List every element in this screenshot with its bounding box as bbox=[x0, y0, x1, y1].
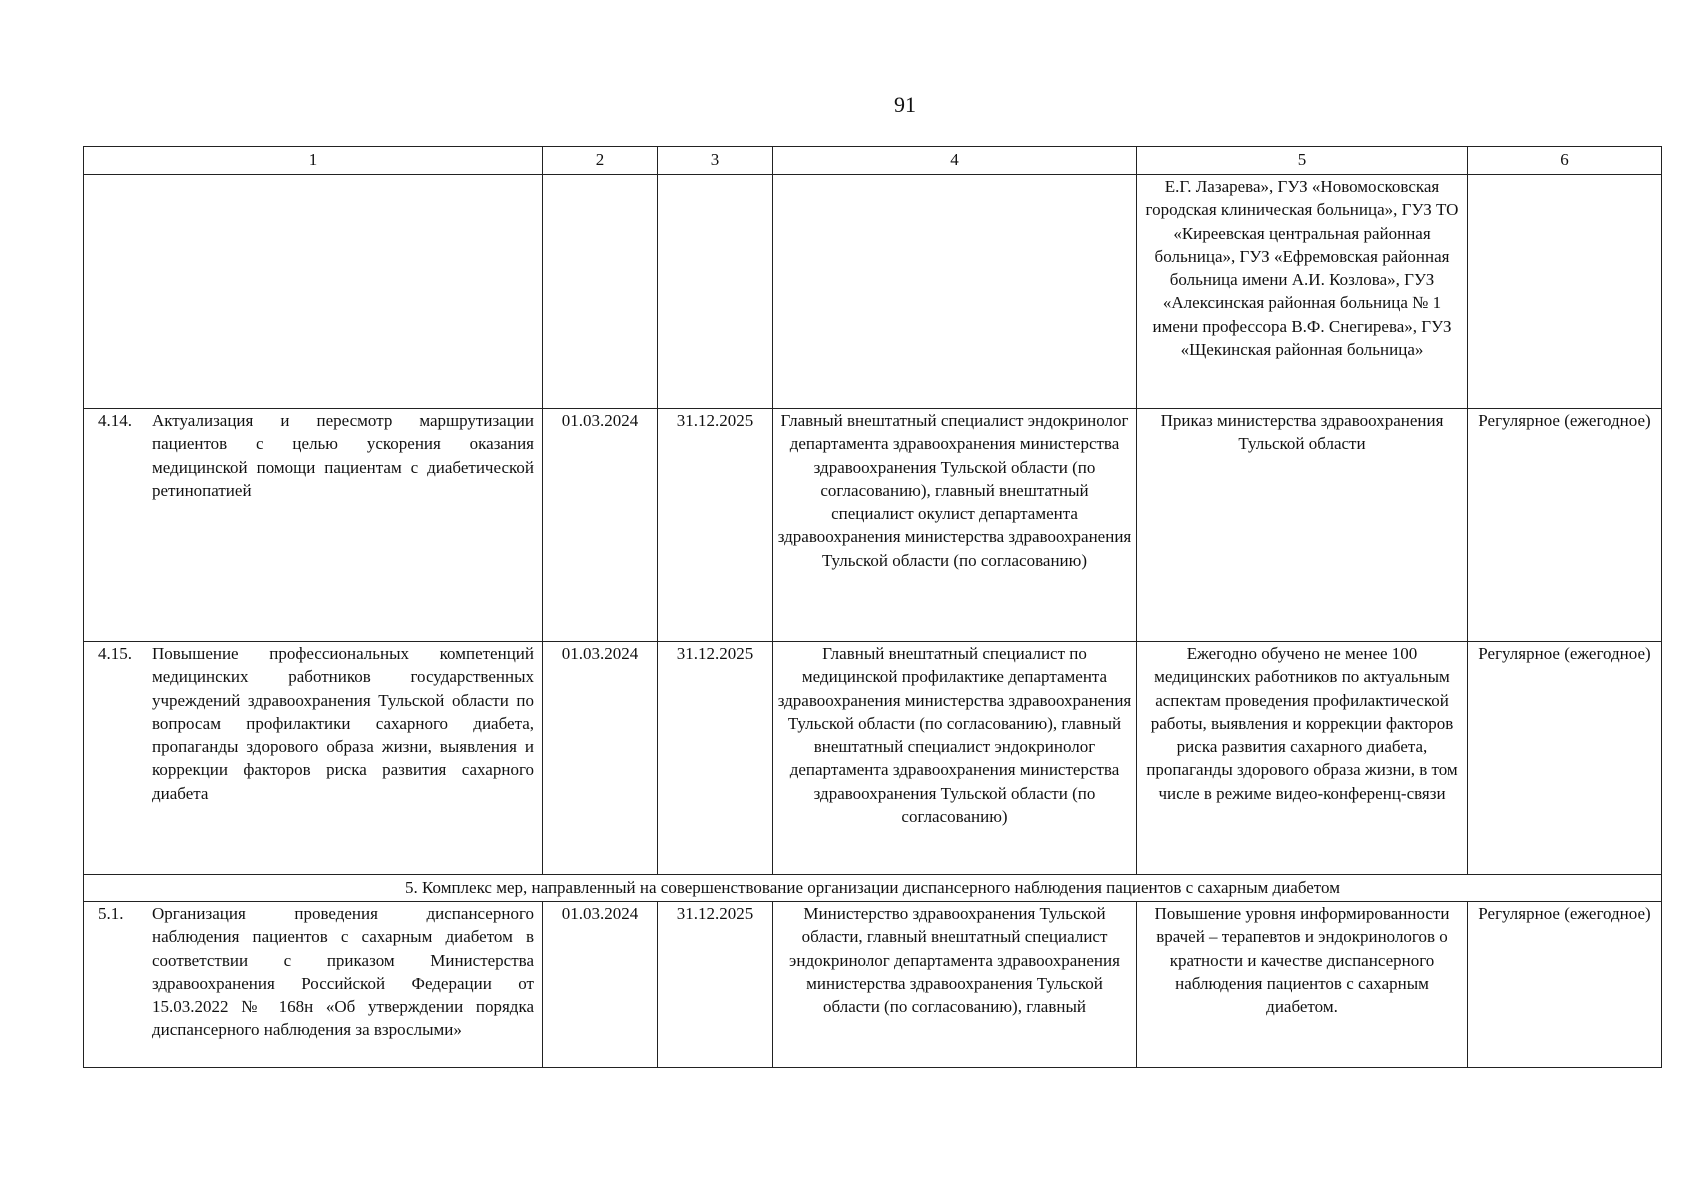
periodicity-cell: Регулярное (ежегодное) bbox=[1468, 409, 1662, 642]
name-cell: Повышение профессиональных компетенций медицинских работников государственных учреждений здравоохранения Тульской области по вопросам профилактики сахарного диабета, пропаганды здорового образа жизни, выявления и коррекции факторов риска развития сахарного диабета bbox=[152, 644, 534, 803]
row-number: 4.14. bbox=[98, 411, 132, 430]
responsible-cell bbox=[773, 175, 1137, 409]
column-header: 2 bbox=[543, 147, 658, 175]
result-cell: Приказ министерства здравоохранения Тульской области bbox=[1137, 409, 1468, 642]
column-header: 3 bbox=[658, 147, 773, 175]
periodicity-cell bbox=[1468, 175, 1662, 409]
start-date-cell bbox=[543, 175, 658, 409]
responsible-cell: Главный внештатный специалист по медицинской профилактике департамента здравоохранения министерства здравоохранения Тульской области (по согласованию), главный внештатный специалист эндокринолог департамента здравоохранения министерства здравоохранения Тульской области (по согласованию) bbox=[773, 642, 1137, 875]
table-row bbox=[84, 409, 1662, 642]
name-cell bbox=[84, 175, 543, 409]
responsible-cell: Главный внештатный специалист эндокринолог департамента здравоохранения министерства здравоохранения Тульской области (по согласованию), главный внештатный специалист окулист департамента здравоохранения министерства здравоохранения Тульской области (по согласованию) bbox=[773, 409, 1137, 642]
column-header: 6 bbox=[1468, 147, 1662, 175]
measures-table bbox=[83, 146, 1662, 1068]
end-date-cell: 31.12.2025 bbox=[658, 902, 773, 1068]
section-header-row bbox=[84, 875, 1662, 902]
result-cell: Ежегодно обучено не менее 100 медицинских работников по актуальным аспектам проведения профилактической работы, выявления и коррекции факторов риска развития сахарного диабета, пропаганды здорового образа жизни, в том числе в режиме видео-конференц-связи bbox=[1137, 642, 1468, 875]
row-number: 4.15. bbox=[98, 644, 132, 663]
name-cell: Организация проведения диспансерного наблюдения пациентов с сахарным диабетом в соответствии с приказом Министерства здравоохранения Российской Федерации от 15.03.2022 № 168н «Об утверждении порядка диспансерного наблюдения за взрослыми» bbox=[152, 904, 534, 1040]
end-date-cell: 31.12.2025 bbox=[658, 642, 773, 875]
table-row bbox=[84, 642, 1662, 875]
end-date-cell bbox=[658, 175, 773, 409]
start-date-cell: 01.03.2024 bbox=[543, 409, 658, 642]
page-number: 91 bbox=[894, 92, 916, 117]
column-header: 1 bbox=[84, 147, 543, 175]
responsible-cell: Министерство здравоохранения Тульской области, главный внештатный специалист эндокринолог департамента здравоохранения министерства здравоохранения Тульской области (по согласованию), главный bbox=[773, 902, 1137, 1068]
table-row bbox=[84, 902, 1662, 1068]
name-cell: Актуализация и пересмотр маршрутизации пациентов с целью ускорения оказания медицинской помощи пациентам с диабетической ретинопатией bbox=[152, 411, 534, 500]
result-cell: Повышение уровня информированности врачей – терапевтов и эндокринологов о кратности и качестве диспансерного наблюдения пациентов с сахарным диабетом. bbox=[1137, 902, 1468, 1068]
end-date-cell: 31.12.2025 bbox=[658, 409, 773, 642]
section-title: 5. Комплекс мер, направленный на совершенствование организации диспансерного наблюдения пациентов с сахарным диабетом bbox=[84, 875, 1662, 902]
table-row bbox=[84, 175, 1662, 409]
start-date-cell: 01.03.2024 bbox=[543, 642, 658, 875]
column-header: 5 bbox=[1137, 147, 1468, 175]
table-header-row bbox=[84, 147, 1662, 175]
column-header: 4 bbox=[773, 147, 1137, 175]
start-date-cell: 01.03.2024 bbox=[543, 902, 658, 1068]
periodicity-cell: Регулярное (ежегодное) bbox=[1468, 902, 1662, 1068]
row-number: 5.1. bbox=[98, 904, 124, 923]
periodicity-cell: Регулярное (ежегодное) bbox=[1468, 642, 1662, 875]
result-cell: Е.Г. Лазарева», ГУЗ «Новомосковская городская клиническая больница», ГУЗ ТО «Киреевская центральная районная больница», ГУЗ «Ефремовская районная больница имени А.И. Козлова», ГУЗ «Алексинская районная больница № 1 имени профессора В.Ф. Снегирева», ГУЗ «Щекинская районная больница» bbox=[1137, 175, 1468, 409]
